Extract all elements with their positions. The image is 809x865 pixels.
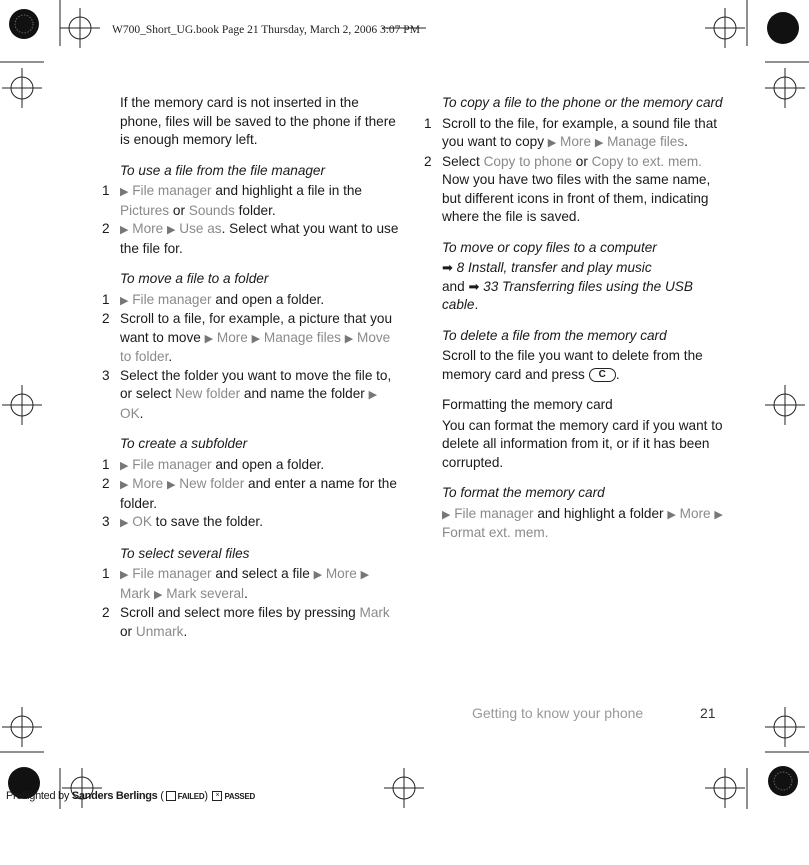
- text: to save the folder.: [151, 514, 263, 529]
- heading-copy-file: To copy a file to the phone or the memory card: [442, 95, 723, 110]
- steps-move-file: [102, 291, 402, 424]
- step-number: 2: [102, 605, 110, 620]
- step-text: [120, 456, 402, 476]
- text: .: [684, 134, 688, 149]
- menu-item: Move to folder: [120, 329, 391, 364]
- page-number: 21: [700, 705, 716, 721]
- text: or: [169, 202, 189, 218]
- step: [102, 291, 402, 311]
- step: [102, 220, 402, 258]
- arrow-icon: ▶: [120, 186, 129, 198]
- menu-item: Sounds: [188, 202, 235, 218]
- step-text: [442, 115, 729, 153]
- step: [424, 153, 729, 227]
- menu-item: More: [216, 329, 248, 345]
- text: and highlight a folder: [533, 505, 668, 521]
- step-text: [120, 310, 402, 367]
- menu-item: New folder: [179, 476, 245, 491]
- menu-item: Mark several: [166, 585, 245, 601]
- step-number: 1: [102, 291, 110, 307]
- menu-item: New folder: [175, 386, 241, 401]
- step-number: 1: [102, 566, 110, 581]
- registration-mark-bottom-left: [62, 768, 102, 808]
- arrow-icon: ▶: [120, 517, 129, 529]
- step-text: [120, 475, 402, 513]
- step-text: [120, 182, 402, 220]
- footer-section-title: Getting to know your phone: [472, 705, 644, 721]
- heading-delete-file: To delete a file from the memory card: [442, 327, 667, 343]
- checked-box-icon: ×: [212, 791, 222, 801]
- menu-item: Pictures: [120, 202, 170, 218]
- arrow-icon: ▶: [167, 479, 176, 491]
- menu-item: File manager: [132, 291, 212, 307]
- menu-item: Manage files: [607, 134, 685, 149]
- text: Scroll to a file, for example, a picture that you want to move: [120, 311, 393, 345]
- page-ref-arrow-icon: ➡: [442, 260, 453, 275]
- menu-item: Manage files: [263, 329, 341, 345]
- text: and highlight a file in the: [211, 183, 362, 198]
- arrow-icon: ▶: [667, 508, 676, 521]
- arrow-icon: ▶: [344, 332, 354, 345]
- menu-item: OK: [132, 514, 152, 529]
- arrow-icon: ▶: [714, 508, 723, 521]
- registration-mark-left-top: [2, 68, 42, 108]
- text: .: [615, 366, 620, 382]
- menu-item: Unmark: [135, 623, 184, 639]
- text: Scroll to the file you want to delete from the memory card and press: [442, 348, 703, 382]
- step-text: [442, 153, 729, 227]
- print-header: W700_Short_UG.book Page 21 Thursday, March 2, 2006 3:07 PM: [112, 24, 420, 36]
- text: Scroll to the file, for example, a sound file that you want to copy: [442, 115, 718, 149]
- step-number: 3: [102, 514, 110, 529]
- passed-label: PASSED: [224, 792, 255, 801]
- step: [102, 604, 402, 641]
- text: .: [183, 623, 188, 639]
- steps-select-files: [102, 565, 402, 641]
- heading-formatting: Formatting the memory card: [442, 397, 613, 412]
- step-text: [120, 604, 402, 641]
- menu-item: File manager: [132, 456, 212, 472]
- step: [102, 456, 402, 476]
- text: .: [139, 405, 144, 421]
- step: [102, 182, 402, 220]
- cross-ref-link[interactable]: 33 Transferring files using the USB cable: [442, 278, 693, 312]
- menu-item: Copy to ext. mem.: [591, 153, 702, 169]
- registration-mark-bottom-right: [705, 768, 745, 808]
- heading-format-card: To format the memory card: [442, 485, 605, 500]
- text: ): [204, 790, 208, 802]
- registration-mark-left-bottom: [2, 707, 42, 747]
- text: and open a folder.: [211, 456, 325, 472]
- step: [102, 310, 402, 367]
- menu-item: More: [132, 476, 164, 491]
- arrow-icon: ▶: [120, 294, 129, 307]
- step-text: [120, 367, 402, 424]
- arrow-icon: ▶: [442, 508, 451, 521]
- failed-label: FAILED: [177, 792, 205, 801]
- menu-item: More: [132, 221, 164, 236]
- step-number: 2: [102, 311, 110, 326]
- heading-create-subfolder: To create a subfolder: [120, 436, 248, 451]
- corner-circle-bottom-right: [768, 766, 798, 796]
- formatting-text: You can format the memory card if you want to delete all information from it, or if it has been corrupted.: [442, 417, 723, 470]
- heading-use-file: To use a file from the file manager: [120, 162, 326, 178]
- text: .: [168, 349, 173, 364]
- step-number: 1: [102, 456, 110, 472]
- menu-item: More: [325, 566, 357, 581]
- text: .: [244, 585, 248, 601]
- steps-create-subfolder: [102, 456, 402, 533]
- intro-paragraph: If the memory card is not inserted in the phone, files will be saved to the phone if there is enough memory left.: [120, 95, 396, 147]
- step-text: [120, 220, 402, 258]
- step-number: 2: [102, 221, 110, 236]
- arrow-icon: ▶: [120, 224, 129, 236]
- registration-mark-right-bottom: [765, 707, 805, 747]
- text: (: [160, 790, 164, 802]
- page-ref-arrow-icon: ➡: [468, 278, 480, 294]
- step-number: 2: [424, 153, 432, 169]
- menu-item: Use as: [179, 221, 222, 236]
- steps-use-file: [102, 182, 402, 258]
- step-number: 2: [102, 476, 110, 491]
- text: folder.: [234, 202, 276, 218]
- menu-item: File manager: [132, 183, 212, 198]
- menu-item: Copy to phone: [483, 153, 572, 169]
- registration-mark-top-right: [705, 8, 745, 48]
- text: and open a folder.: [211, 291, 325, 307]
- text: and select a file: [211, 566, 314, 581]
- menu-item: Format ext. mem.: [442, 525, 549, 540]
- heading-move-file: To move a file to a folder: [120, 271, 269, 286]
- arrow-icon: ▶: [360, 569, 370, 581]
- format-instructions: [424, 505, 729, 543]
- menu-item: Mark: [120, 585, 151, 601]
- menu-item: File manager: [454, 505, 534, 521]
- registration-mark-right-mid: [765, 385, 805, 425]
- checkbox-icon: [166, 791, 176, 801]
- text: or: [120, 623, 136, 639]
- preflight-label: Preflighted by: [6, 790, 70, 802]
- menu-item: Mark: [359, 605, 390, 620]
- heading-select-files: To select several files: [120, 545, 250, 561]
- menu-item: File manager: [132, 566, 212, 581]
- corner-circle-top-right: [767, 12, 799, 44]
- right-column: [424, 94, 729, 543]
- arrow-icon: ▶: [120, 459, 129, 472]
- arrow-icon: ▶: [368, 389, 378, 401]
- arrow-icon: ▶: [120, 479, 129, 491]
- preflight-stamp: [6, 790, 255, 802]
- step-text: [120, 291, 402, 311]
- text: and: [442, 278, 469, 294]
- arrow-icon: ▶: [154, 588, 163, 601]
- step: [102, 367, 402, 424]
- registration-mark-bottom-center: [384, 768, 424, 808]
- arrow-icon: ▶: [251, 332, 261, 345]
- step-number: 1: [102, 183, 110, 198]
- menu-item: OK: [120, 405, 140, 421]
- preflight-company: Sanders Berlings: [71, 790, 158, 802]
- text: and name the folder: [240, 386, 369, 401]
- text: or: [572, 153, 592, 169]
- text: Select the folder you want to move the file to, or select: [120, 367, 392, 401]
- arrow-icon: ▶: [204, 332, 214, 345]
- clear-key-icon: C: [589, 368, 616, 382]
- step-text: [120, 513, 402, 533]
- registration-mark-top-left: [60, 8, 100, 48]
- menu-item: More: [679, 505, 711, 521]
- heading-move-copy-computer: To move or copy files to a computer: [442, 239, 657, 255]
- step: [102, 475, 402, 513]
- text: Scroll and select more files by pressing: [120, 605, 360, 620]
- step-text: [120, 565, 402, 604]
- steps-copy-file: [424, 115, 729, 227]
- delete-instructions: [424, 347, 729, 384]
- text: .: [474, 297, 479, 312]
- arrow-icon: ▶: [313, 569, 323, 581]
- step-number: 1: [424, 115, 432, 131]
- arrow-icon: ▶: [594, 137, 604, 149]
- arrow-icon: ▶: [167, 224, 176, 236]
- step: [102, 565, 402, 604]
- registration-mark-right-top: [765, 68, 805, 108]
- cross-reference: [424, 259, 729, 315]
- step: [102, 513, 402, 533]
- step: [424, 115, 729, 153]
- arrow-icon: ▶: [120, 569, 129, 581]
- step-number: 3: [102, 367, 110, 383]
- arrow-icon: ▶: [547, 137, 557, 149]
- cross-ref-link[interactable]: 8 Install, transfer and play music: [452, 260, 652, 275]
- text: . Select what you want to use the file for.: [120, 221, 399, 256]
- text: Now you have two files with the same name, but different icons in front of them, indicating where the file is saved.: [442, 172, 711, 224]
- left-column: [102, 94, 402, 641]
- menu-item: More: [560, 134, 592, 149]
- corner-circle-top-left: [9, 9, 39, 39]
- registration-mark-left-mid: [2, 385, 42, 425]
- text: and enter a name for the folder.: [120, 476, 397, 511]
- text: Select: [442, 153, 484, 169]
